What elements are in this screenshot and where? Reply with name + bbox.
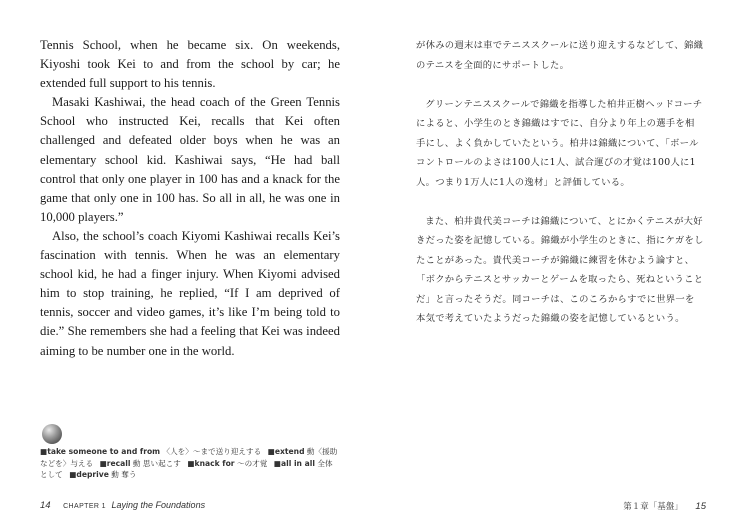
vocab-note: ■all in all 全体として xyxy=(40,458,333,479)
page-number-right: 15 xyxy=(695,501,706,512)
japanese-paragraph-1: が休みの週末は車でテニススクールに送り迎えするなどして、錦織のテニスを全面的にサポートした。 xyxy=(416,40,704,71)
vocabulary-notes xyxy=(40,446,340,481)
right-page-footer xyxy=(623,500,706,512)
english-text-body xyxy=(40,36,340,361)
right-page xyxy=(368,0,736,524)
english-paragraph-3: Also, the school’s coach Kiyomi Kashiwai recalls Kei’s fascination with tennis. When he was an elementary school kid, he had a finger injury. When Kiyomi advised him to stop training, he replied, “If I am deprived of tennis, soccer and video games, it’s like I’m being told to die.” She remembers she had a feeling that Kei was indeed aiming to be number one in the world. xyxy=(40,228,340,358)
english-paragraph-1: Tennis School, when he became six. On weekends, Kiyoshi took Kei to and from the school by car; he extended full support to his tennis. xyxy=(40,38,340,91)
chapter-label-japanese: 第１章「基盤」 xyxy=(623,502,683,512)
japanese-paragraph-3: また、柏井貴代美コーチは錦織について、とにかくテニスが大好きだった姿を記憶している。錦織が小学生のときに、指にケガをしたことがあった。貴代美コーチが錦織に練習を休むよう論すと、「ボクからテニスとサッカーとゲームを取ったら、死ねということだ」と言ったそうだ。同コーチは、このころからすでに世界一を本気で考えていたようだった錦織の姿を記憶しているという。 xyxy=(416,215,704,324)
vocab-note: ■take someone to and from 〈人を〉～まで送り迎えする xyxy=(40,447,262,456)
vocabulary-ball-icon xyxy=(42,424,62,444)
english-paragraph-2: Masaki Kashiwai, the head coach of the Green Tennis School who instructed Kei, recalls that Kei often challenged and defeated older boys when he was an elementary school kid. Kashiwai says, “He had ball control that only one player in 100 has and a knack for the game that only one in 100 has. So all in all, he was one in 10,000 players.” xyxy=(40,95,340,224)
japanese-paragraph-2: グリーンテニススクールで錦織を指導した柏井正樹ヘッドコーチによると、小学生のとき錦織はすでに、自分より年上の選手を相手にし、よく負かしていたという。柏井は錦織について、「ボールコントロールのよさは100人に1人、試合運びの才覚は100人に1人。つまり1万人に1人の逸材」と評価している。 xyxy=(416,98,703,188)
vocab-note: ■recall 動 思い起こす xyxy=(99,458,181,468)
vocab-note: ■extend 動〈援助などを〉与える xyxy=(40,447,338,468)
chapter-label: CHAPTER 1 xyxy=(63,503,106,510)
page-number-left: 14 xyxy=(40,500,51,511)
vocab-note: ■deprive 動 奪う xyxy=(69,470,137,479)
left-page-footer xyxy=(40,500,205,511)
chapter-title: Laying the Foundations xyxy=(111,500,206,510)
vocab-note: ■knack for ～の才覚 xyxy=(187,458,268,468)
japanese-text-body xyxy=(416,36,704,329)
